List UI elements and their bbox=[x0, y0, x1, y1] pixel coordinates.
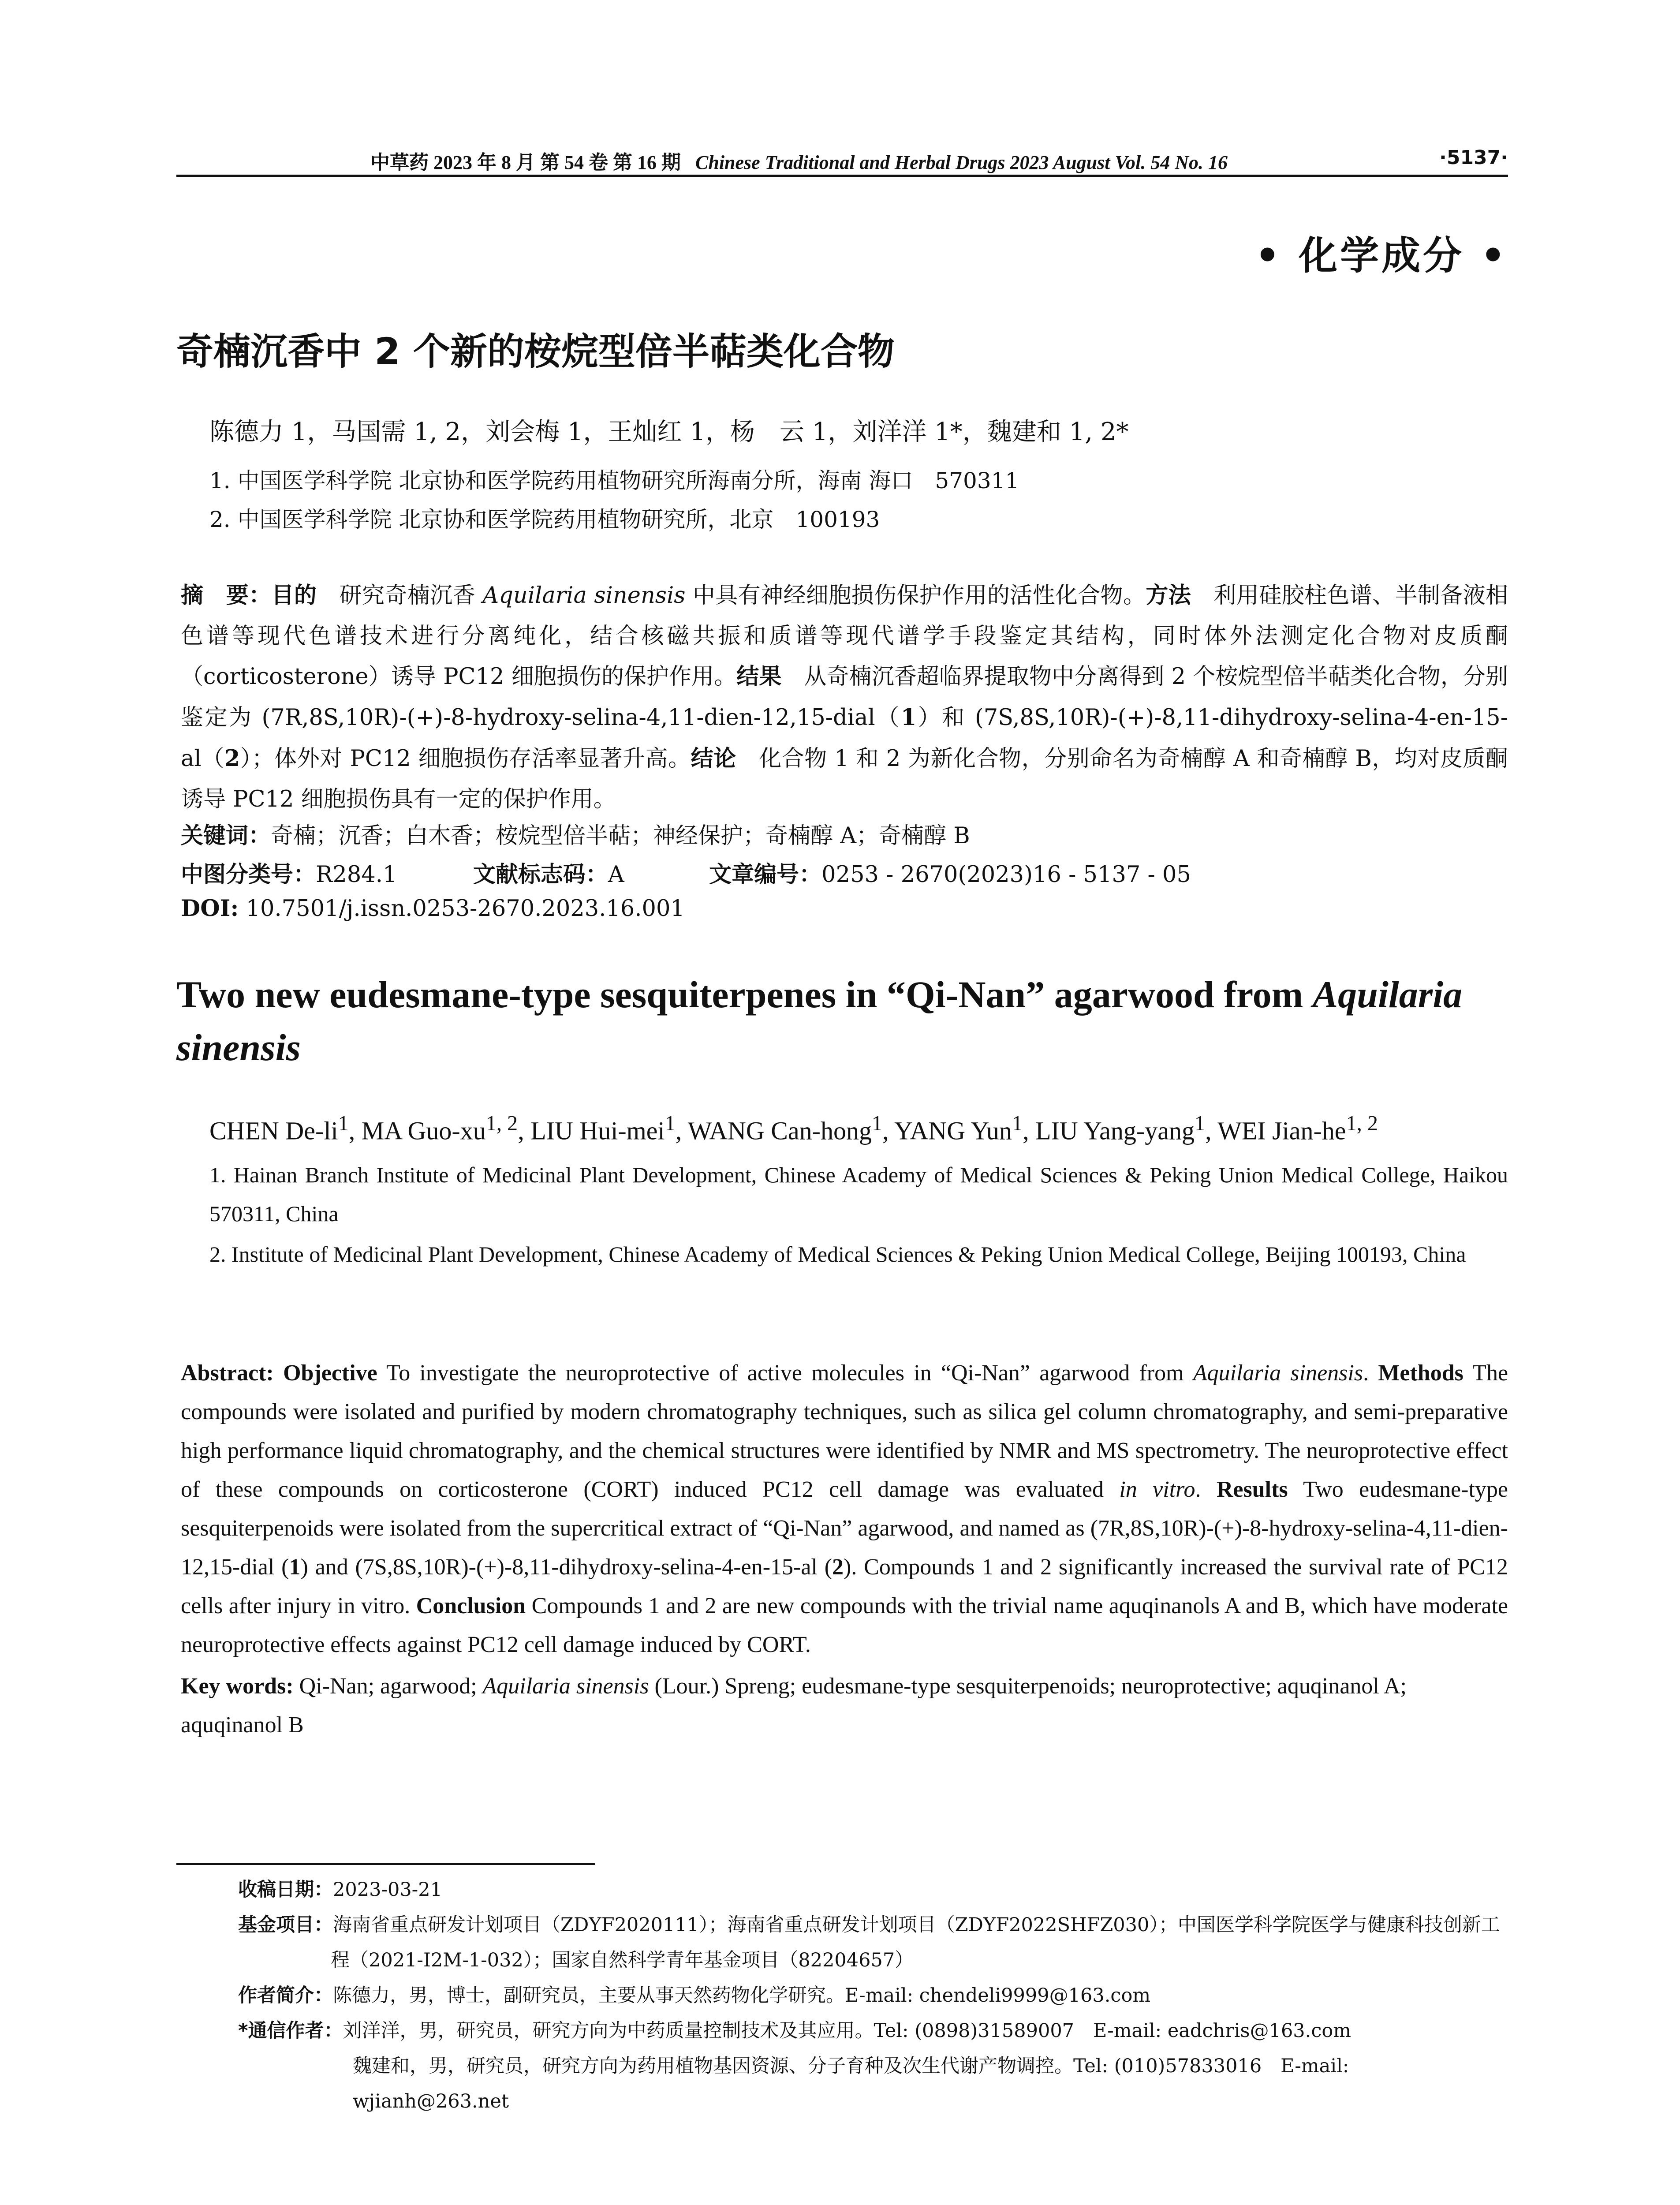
species-name-en: Aquilaria sinensis bbox=[1193, 1360, 1363, 1386]
objective-en-end: . bbox=[1363, 1360, 1369, 1386]
results-cn-text-end: ；体外对 PC12 细胞损伤存活率显著升高。 bbox=[251, 746, 691, 772]
compound-2-name: (7S,8S,10R)-(+)-8,11-dihydroxy-selina-4-en-15-al bbox=[181, 705, 1508, 772]
keywords-en-pre: Qi-Nan; agarwood; bbox=[293, 1674, 483, 1699]
results-en-and: and bbox=[308, 1555, 355, 1580]
keywords-en bbox=[181, 1667, 1508, 1745]
title-en-text: Two new eudesmane-type sesquiterpenes in “Qi-Nan” agarwood from bbox=[176, 973, 1313, 1016]
author-bio-text: 陈德力，男，博士，副研究员，主要从事天然药物化学研究。E-mail: chendeli9999@163.com bbox=[333, 1984, 1151, 2007]
objective-cn-text: 研究奇楠沉香 bbox=[317, 583, 483, 609]
keywords-cn bbox=[181, 817, 970, 850]
authors-cn: 陈德力 1，马国需 1, 2，刘会梅 1，王灿红 1，杨 云 1，刘洋洋 1*，魏建和 1, 2* bbox=[209, 418, 1129, 446]
keywords-en-species: Aquilaria sinensis bbox=[482, 1674, 649, 1699]
methods-en-end: . bbox=[1195, 1477, 1217, 1502]
authors-en: CHEN $De-li^1$, MA Guo-xu$^{1, 2}$, LIU Hui-mei$^1$, WANG Can-hong$^1$, YANG Yun$^1$, LIU Yang-yang$^1$, WEI Jian-he$^{1, 2}$ bbox=[209, 1112, 1378, 1145]
keywords-cn-label: 关键词： bbox=[181, 823, 271, 849]
abstract-cn-label: 摘 要： bbox=[181, 583, 272, 609]
results-en-label: Results bbox=[1216, 1477, 1288, 1502]
affiliation-en-2: 2. Institute of Medicinal Plant Development, Chinese Academy of Medical Sciences & Peking Union Medical College, Beijing 100193, China bbox=[209, 1242, 1466, 1267]
footnote-corresponding-2: 魏建和，男，研究员，研究方向为药用植物基因资源、分子育种及次生代谢产物调控。Tel: (010)57833016 E-mail: wjianh@263.net bbox=[353, 2055, 1349, 2112]
corresponding-author-1: 刘洋洋，男，研究员，研究方向为中药质量控制技术及其应用。Tel: (0898)31589007 E-mail: eadchris@163.com bbox=[343, 2020, 1351, 2042]
title-en-species: Aquilaria sinensis bbox=[176, 973, 1463, 1069]
footnote-received bbox=[238, 1872, 1508, 1907]
conclusion-en-text: Compounds 1 and 2 are new compounds with the trivial name aquqinanols A and B, which have moderate neuroprotective effects against PC12 cell damage induced by CORT. bbox=[181, 1593, 1508, 1657]
compound-1-name: (7R,8S,10R)-(+)-8-hydroxy-selina-4,11-dien-12,15-dial bbox=[261, 705, 875, 731]
footnote-corresponding bbox=[238, 2013, 1508, 2048]
clc-label: 中图分类号： bbox=[181, 862, 316, 888]
conclusion-cn-label: 结论 bbox=[691, 746, 736, 772]
methods-cn-label: 方法 bbox=[1146, 583, 1191, 609]
results-cn-text: 从奇楠沉香超临界提取物中分离得到 2 个桉烷型倍半萜类化合物，分别鉴定为 bbox=[181, 664, 1508, 731]
journal-line-cn: 中草药 2023 年 8 月 第 54 卷 第 16 期 bbox=[370, 152, 681, 173]
journal-line-en: Chinese Traditional and Herbal Drugs 2023 August Vol. 54 No. 16 bbox=[695, 152, 1228, 173]
funding-text: 海南省重点研发计划项目（ZDYF2020111）；海南省重点研发计划项目（ZDYF2022SHFZ030）；中国医学科学院医学与健康科技创新工程（2021-I2M-1-032）；国家自然科学青年基金项目（82204657） bbox=[331, 1914, 1500, 1971]
received-date: 2023-03-21 bbox=[333, 1879, 442, 1901]
header-divider bbox=[176, 175, 1508, 177]
methods-en-text: The compounds were isolated and purified by modern chromatography techniques, such as silica gel column chromatography, and semi-preparative high performance liquid chromatography, and the chemical structures were identified by NMR and MS spectrometry. The neuroprotective effect of these compounds on corticosterone (CORT) induced PC12 cell damage was evaluated bbox=[181, 1360, 1508, 1502]
and-text: 和 bbox=[942, 705, 967, 731]
abstract-en-label: Abstract: bbox=[181, 1360, 274, 1386]
abstract-en: Abstract: Objective To investigate the neuroprotective of active molecules in “Qi-Nan” agarwood from Aquilaria sinensis. Methods The compounds were isolated and purified by modern chromatography techniques, such as silica gel column chromatography, and semi-preparative high performance liquid chromatography, and the chemical structures were identified by NMR and MS spectrometry. The neuroprotective effect of these compounds on corticosterone (CORT) induced PC12 cell damage was evaluated in vitro. Results Two eudesmane-type sesquiterpenoids were isolated from the supercritical extract of “Qi-Nan” agarwood, and named as (7R,8S,10R)-(+)-8-hydroxy-selina-4,11-dien-12,15-dial (1) and (7S,8S,10R)-(+)-8,11-dihydroxy-selina-4-en-15-al (2). Compounds 1 and 2 significantly increased the survival rate of PC12 cells after injury in vitro. Conclusion Compounds 1 and 2 are new compounds with the trivial name aquqinanols A and B, which have moderate neuroprotective effects against PC12 cell damage induced by CORT. bbox=[181, 1360, 1508, 1657]
in-vitro-text: in vitro bbox=[1119, 1477, 1195, 1502]
received-label: 收稿日期： bbox=[238, 1879, 333, 1901]
funding-label: 基金项目： bbox=[238, 1914, 333, 1936]
doc-code-value: A bbox=[608, 862, 624, 888]
doc-code-label: 文献标志码： bbox=[473, 862, 608, 888]
article-title-cn: 奇楠沉香中 2 个新的桉烷型倍半萜类化合物 bbox=[176, 330, 895, 373]
article-no-value: 0253 - 2670(2023)16 - 5137 - 05 bbox=[821, 862, 1191, 888]
objective-cn-text-end: 中具有神经细胞损伤保护作用的活性化合物。 bbox=[685, 583, 1146, 609]
footnote-divider bbox=[176, 1863, 595, 1865]
affiliation-en-1: 1. Hainan Branch Institute of Medicinal Plant Development, Chinese Academy of Medical Sciences & Peking Union Medical College, Haikou 570311, China bbox=[209, 1162, 1508, 1226]
objective-en-text: To investigate the neuroprotective of active molecules in “Qi-Nan” agarwood from bbox=[377, 1360, 1193, 1386]
keywords-cn-text: 奇楠；沉香；白木香；桉烷型倍半萜；神经保护；奇楠醇 A；奇楠醇 B bbox=[271, 823, 970, 849]
conclusion-cn-text: 化合物 1 和 2 为新化合物，分别命名为奇楠醇 A 和奇楠醇 B，均对皮质酮诱导 PC12 细胞损伤具有一定的保护作用。 bbox=[181, 746, 1508, 812]
methods-en-label: Methods bbox=[1378, 1360, 1463, 1386]
affiliation-cn-1: 1. 中国医学科学院 北京协和医学院药用植物研究所海南分所，海南 海口 570311 bbox=[209, 468, 1019, 493]
journal-citation bbox=[370, 146, 1228, 175]
footnote-author-bio bbox=[238, 1978, 1508, 2013]
conclusion-en-label: Conclusion bbox=[416, 1593, 526, 1618]
author-bio-label: 作者简介： bbox=[238, 1984, 333, 2007]
methods-cn-text: 利用硅胶柱色谱、半制备液相色谱等现代色谱技术进行分离纯化，结合核磁共振和质谱等现代谱学手段鉴定其结构，同时体外法测定化合物对皮质酮（corticosterone）诱导 PC12 细胞损伤的保护作用。 bbox=[181, 583, 1508, 690]
article-no-label: 文章编号： bbox=[709, 862, 822, 888]
abstract-cn: 摘 要：目的 研究奇楠沉香 Aquilaria sinensis 中具有神经细胞损伤保护作用的活性化合物。方法 利用硅胶柱色谱、半制备液相色谱等现代色谱技术进行分离纯化，结合核磁共振和质谱等现代谱学手段鉴定其结构，同时体外法测定化合物对皮质酮（corticosterone）诱导 PC12 细胞损伤的保护作用。结果 从奇楠沉香超临界提取物中分离得到 2 个桉烷型倍半萜类化合物，分别鉴定为 (7R,8S,10R)-(+)-8-hydroxy-selina-4,11-dien-12,15-dial（1）和 (7S,8S,10R)-(+)-8,11-dihydroxy-selina-4-en-15-al（2）；体外对 PC12 细胞损伤存活率显著升高。结论 化合物 1 和 2 为新化合物，分别命名为奇楠醇 A 和奇楠醇 B，均对皮质酮诱导 PC12 细胞损伤具有一定的保护作用。 bbox=[181, 583, 1508, 812]
keywords-en-post: (Lour.) Spreng; eudesmane-type sesquiterpenoids; neuroprotective; aquqinanol A; aquqinanol B bbox=[181, 1674, 1407, 1738]
compound-2-name-en: (7S,8S,10R)-(+)-8,11-dihydroxy-selina-4-en-15-al bbox=[355, 1555, 818, 1580]
objective-en-label: Objective bbox=[283, 1360, 377, 1386]
results-en-end: . Compounds 1 and 2 significantly increased the survival rate of PC12 cells after injury in vitro. bbox=[181, 1555, 1508, 1618]
results-cn-label: 结果 bbox=[736, 664, 782, 690]
results-en-text: Two eudesmane-type sesquiterpenoids were isolated from the supercritical extract of “Qi-Nan” agarwood, and named as bbox=[181, 1477, 1508, 1541]
affiliation-cn-2: 2. 中国医学科学院 北京协和医学院药用植物研究所，北京 100193 bbox=[209, 507, 880, 532]
article-title-en bbox=[176, 968, 1508, 1074]
clc-value: R284.1 bbox=[316, 862, 397, 888]
footnote-funding bbox=[238, 1907, 1508, 1978]
keywords-en-label: Key words: bbox=[181, 1674, 294, 1699]
classification-line bbox=[181, 856, 1191, 889]
running-header bbox=[176, 146, 1508, 177]
objective-cn-label: 目的 bbox=[271, 583, 317, 609]
corresponding-label: *通信作者： bbox=[238, 2020, 343, 2042]
page-number: ·5137· bbox=[1439, 146, 1508, 169]
doi-label: DOI: bbox=[181, 895, 239, 922]
doi-value[interactable]: 10.7501/j.issn.0253-2670.2023.16.001 bbox=[246, 896, 685, 922]
species-name: Aquilaria sinensis bbox=[482, 583, 686, 609]
doi-line bbox=[181, 895, 685, 922]
section-label: • 化学成分 • bbox=[1255, 233, 1508, 278]
compound-1-name-en: (7R,8S,10R)-(+)-8-hydroxy-selina-4,11-dien-12,15-dial bbox=[181, 1516, 1508, 1580]
